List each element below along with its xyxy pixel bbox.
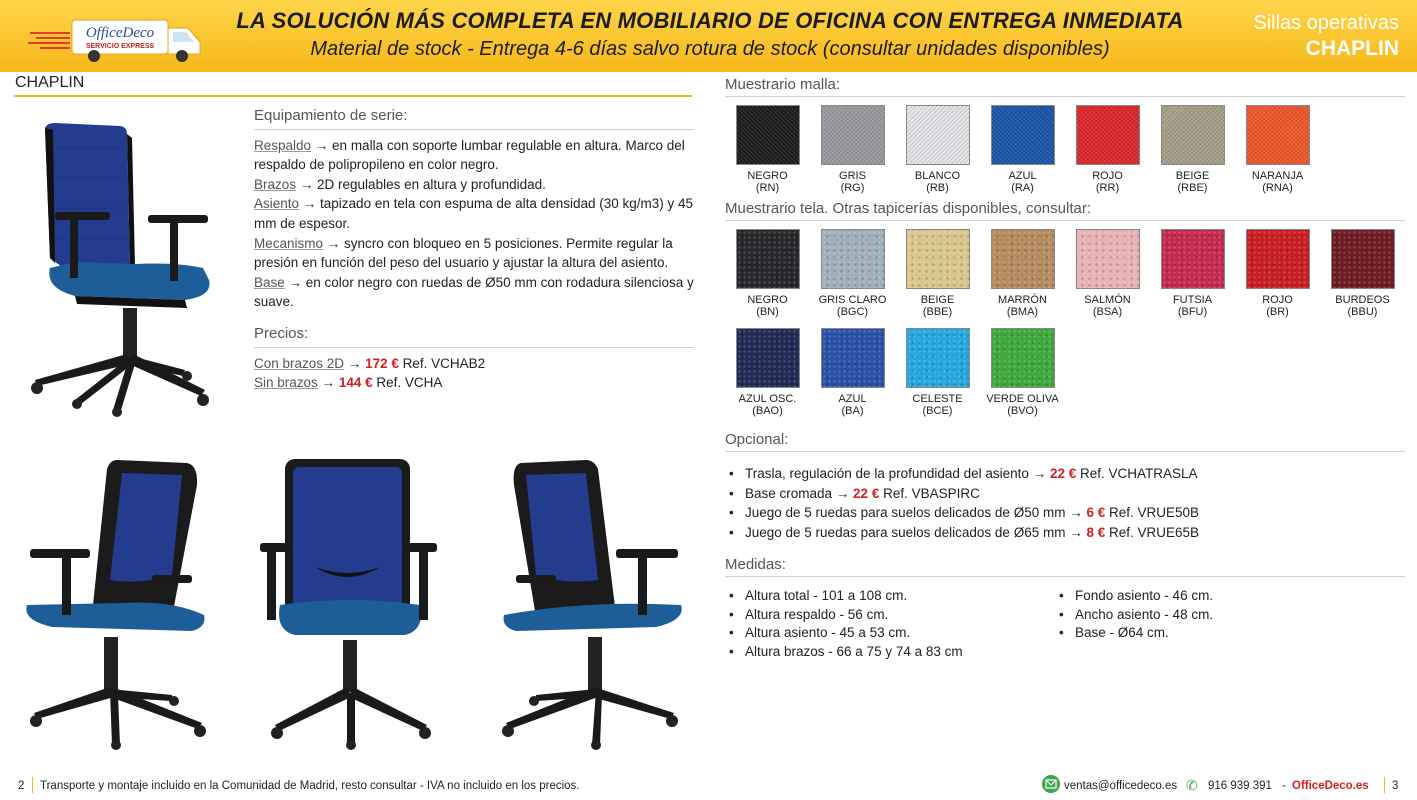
footer-divider	[32, 777, 33, 793]
optional-price: 8 €	[1086, 524, 1106, 540]
fabric-swatch-color	[906, 229, 970, 289]
page-number-left: 2	[18, 780, 25, 792]
fabric-swatch-color	[1161, 229, 1225, 289]
base-link[interactable]: Base	[254, 274, 285, 290]
optional-heading: Opcional:	[725, 431, 1405, 452]
swatch-name: BEIGE	[1175, 170, 1210, 182]
base-text: → en color negro con ruedas de Ø50 mm con rodadura silenciosa y suave.	[254, 274, 694, 310]
mesh-swatch[interactable]	[810, 105, 895, 194]
swatch-code: (RG)	[840, 182, 865, 194]
fabric-swatch-row-2	[725, 328, 1405, 417]
swatch-name: BEIGE	[920, 294, 955, 306]
fabric-swatch-color	[991, 328, 1055, 388]
fabric-swatch-color	[991, 229, 1055, 289]
mesh-swatch-color	[1161, 105, 1225, 165]
respaldo-text: → en malla con soporte lumbar regulable en altura. Marco del respaldo de polipropileno en color negro.	[254, 137, 685, 173]
swatch-name: ROJO	[1262, 294, 1293, 306]
swatch-name: SALMÓN	[1084, 294, 1131, 306]
swatch-code: (BCE)	[922, 405, 953, 417]
swatch-code: (BSA)	[1092, 306, 1123, 318]
swatch-name: CELESTE	[912, 393, 963, 405]
fabric-swatch[interactable]	[810, 328, 895, 417]
swatch-code: (BR)	[1266, 306, 1289, 318]
measure-item: • Altura brazos - 66 a 75 y 74 a 83 cm	[725, 643, 1055, 662]
footer-note: Transporte y montaje incluido en la Comunidad de Madrid, resto consultar - IVA no incluido en los precios.	[40, 780, 580, 792]
officedeco-logo[interactable]	[28, 10, 218, 66]
price-ref: Ref. VCHA	[372, 375, 443, 391]
optional-price: 6 €	[1086, 505, 1106, 521]
swatch-name: NEGRO	[747, 294, 788, 306]
mesh-swatch-color	[821, 105, 885, 165]
asiento-text: → tapizado en tela con espuma de alta densidad (30 kg/m3) y 45 mm de espesor.	[254, 196, 694, 231]
swatch-code: (RA)	[1011, 182, 1034, 194]
arrow: →	[317, 375, 339, 391]
swatch-code: (BN)	[756, 306, 779, 318]
mesh-swatch[interactable]	[725, 105, 810, 194]
price-with-arms-link[interactable]: Con brazos 2D	[254, 355, 345, 371]
swatch-code: (RR)	[1095, 182, 1120, 194]
swatch-name: AZUL OSC.	[738, 393, 797, 405]
swatch-code: (BFU)	[1177, 306, 1208, 318]
asiento-link[interactable]: Asiento	[254, 196, 300, 212]
swatch-name: GRIS CLARO	[818, 294, 887, 306]
model-title: CHAPLIN	[15, 74, 85, 91]
swatch-name: FUTSIA	[1172, 294, 1213, 306]
mesh-swatch[interactable]	[895, 105, 980, 194]
chair-front-image	[255, 455, 450, 750]
right-column	[725, 76, 1405, 661]
swatch-code: (RBE)	[1177, 182, 1208, 194]
mesh-heading: Muestrario malla:	[725, 76, 1405, 97]
fabric-swatch[interactable]	[810, 229, 895, 318]
optional-ref: Ref. VRUE50B	[1105, 505, 1200, 521]
swatch-code: (BA)	[841, 405, 864, 417]
swatch-code: (RB)	[926, 182, 949, 194]
mesh-swatch[interactable]	[980, 105, 1065, 194]
swatch-code: (BAO)	[752, 405, 783, 417]
chair-front-angle-image	[15, 118, 215, 418]
optional-ref: Ref. VCHATRASLA	[1076, 466, 1198, 481]
measures-block	[725, 587, 1405, 661]
price-without-arms-link[interactable]: Sin brazos	[254, 375, 318, 391]
mesh-swatch-color	[991, 105, 1055, 165]
category-label: Sillas operativas	[1253, 12, 1399, 34]
mesh-swatch[interactable]	[1235, 105, 1320, 194]
swatch-code: (BGC)	[836, 306, 869, 318]
swatch-code: (RNA)	[1262, 182, 1293, 194]
price-with-arms	[254, 354, 694, 374]
swatch-name: MARRÓN	[998, 294, 1047, 306]
price-without-arms	[254, 373, 694, 393]
section-divider	[14, 95, 692, 97]
mecanismo-link[interactable]: Mecanismo	[254, 235, 324, 251]
optional-price: 22 €	[1049, 466, 1077, 481]
mesh-swatch-color	[906, 105, 970, 165]
price-value: 144 €	[338, 375, 373, 391]
header-subtitle: Material de stock - Entrega 4-6 días salvo rotura de stock (consultar unidades disponibles)	[310, 38, 1110, 60]
equipment-section	[254, 106, 694, 393]
fabric-swatch[interactable]	[1065, 229, 1150, 318]
measures-col-1	[725, 587, 1055, 661]
optional-list	[725, 464, 1405, 542]
optional-item	[725, 484, 1405, 504]
optional-item	[725, 503, 1405, 523]
fabric-swatch-color	[1076, 229, 1140, 289]
swatch-name: AZUL	[838, 393, 867, 405]
optional-item	[725, 523, 1405, 543]
fabric-swatch[interactable]	[725, 229, 810, 318]
fabric-swatch[interactable]	[895, 328, 980, 417]
price-value: 172 €	[365, 355, 399, 371]
swatch-name: VERDE OLIVA	[986, 393, 1059, 405]
header-banner	[0, 0, 1417, 72]
arrow: →	[344, 355, 366, 371]
footer-divider	[1384, 777, 1385, 793]
delivery-truck-icon	[28, 10, 218, 66]
footer-email[interactable]: ventas@officedeco.es	[1064, 780, 1178, 792]
equipment-heading: Equipamiento de serie:	[254, 106, 694, 130]
mesh-swatch-color	[1076, 105, 1140, 165]
swatch-code: (BBE)	[922, 306, 953, 318]
brazos-link[interactable]: Brazos	[254, 176, 297, 192]
product-label: CHAPLIN	[1305, 37, 1399, 60]
measure-item: • Altura total - 101 a 108 cm.	[725, 587, 1055, 606]
measures-heading: Medidas:	[725, 556, 1405, 577]
optional-item	[725, 464, 1405, 484]
equip-item-asiento	[254, 194, 694, 233]
svg-text:SERVICIO EXPRESS: SERVICIO EXPRESS	[85, 43, 155, 50]
svg-text:OfficeDeco: OfficeDeco	[85, 25, 155, 41]
fabric-swatch-color	[821, 328, 885, 388]
page-number-right: 3	[1392, 780, 1399, 792]
fabric-swatch-color	[736, 328, 800, 388]
swatch-code: (BBU)	[1347, 306, 1378, 318]
header-title: LA SOLUCIÓN MÁS COMPLETA EN MOBILIARIO DE OFICINA CON ENTREGA INMEDIATA	[236, 8, 1184, 33]
email-icon	[1042, 775, 1060, 793]
swatch-code: (BVO)	[1007, 405, 1038, 417]
mesh-swatch[interactable]	[1150, 105, 1235, 194]
fabric-swatch[interactable]	[980, 328, 1065, 417]
header-category-block	[1253, 10, 1399, 62]
equip-item-respaldo	[254, 136, 694, 175]
mecanismo-text: → syncro con bloqueo en 5 posiciones. Permite regular la presión en función del peso del usuario y ajustar la altura del asiento.	[254, 235, 673, 271]
optional-text: Juego de 5 ruedas para suelos delicados de Ø65 mm →	[745, 524, 1087, 540]
swatch-code: (BMA)	[1006, 306, 1039, 318]
fabric-swatch[interactable]	[725, 328, 810, 417]
fabric-swatch[interactable]	[980, 229, 1065, 318]
equip-item-base	[254, 273, 694, 312]
measures-col-2	[1055, 587, 1213, 661]
chair-side-left-image	[22, 455, 222, 750]
equip-item-mecanismo	[254, 234, 694, 273]
fabric-swatch-color	[821, 229, 885, 289]
fabric-swatch[interactable]	[895, 229, 980, 318]
fabric-swatch-row-1	[725, 229, 1405, 318]
brazos-text: → 2D regulables en altura y profundidad.	[296, 176, 546, 192]
swatch-name: GRIS	[839, 170, 866, 182]
equip-item-brazos	[254, 175, 694, 195]
price-ref: Ref. VCHAB2	[398, 355, 486, 371]
swatch-code: (RN)	[755, 182, 780, 194]
fabric-swatch-color	[736, 229, 800, 289]
fabric-swatch-color	[1246, 229, 1310, 289]
swatch-name: NARANJA	[1251, 170, 1304, 182]
swatch-name: BURDEOS	[1335, 294, 1390, 306]
respaldo-link[interactable]: Respaldo	[254, 137, 312, 153]
mesh-swatch-color	[1246, 105, 1310, 165]
mesh-swatch-color	[736, 105, 800, 165]
swatch-name: BLANCO	[914, 170, 961, 182]
swatch-name: ROJO	[1092, 170, 1123, 182]
optional-price: 22 €	[853, 485, 880, 501]
swatch-name: AZUL	[1008, 170, 1037, 182]
fabric-swatch[interactable]	[1150, 229, 1235, 318]
fabric-heading: Muestrario tela. Otras tapicerías disponibles, consultar:	[725, 200, 1405, 221]
optional-ref: Ref. VBASPIRC	[879, 485, 980, 501]
mesh-swatch[interactable]	[1065, 105, 1150, 194]
measure-item: • Altura respaldo - 56 cm.	[725, 606, 1055, 625]
fabric-swatch[interactable]	[1320, 229, 1405, 318]
mesh-swatch-row	[725, 105, 1405, 194]
footer-brand[interactable]: OfficeDeco.es	[1292, 780, 1369, 792]
footer-separator: -	[1282, 780, 1286, 792]
optional-text: Juego de 5 ruedas para suelos delicados de Ø50 mm →	[745, 505, 1087, 521]
chair-side-right-image	[486, 455, 686, 750]
swatch-name: NEGRO	[747, 170, 788, 182]
measure-item: • Altura asiento - 45 a 53 cm.	[725, 624, 1055, 643]
phone-icon: ✆	[1186, 777, 1198, 793]
footer-phone[interactable]: 916 939 391	[1208, 780, 1272, 792]
optional-ref: Ref. VRUE65B	[1105, 524, 1200, 540]
measure-item: • Base - Ø64 cm.	[1055, 624, 1213, 643]
measure-item: • Ancho asiento - 48 cm.	[1055, 606, 1213, 625]
fabric-swatch-color	[1331, 229, 1395, 289]
measure-item: • Fondo asiento - 46 cm.	[1055, 587, 1213, 606]
prices-heading: Precios:	[254, 324, 694, 348]
footer	[0, 772, 1417, 800]
fabric-swatch[interactable]	[1235, 229, 1320, 318]
fabric-swatch-color	[906, 328, 970, 388]
optional-text: Base cromada →	[745, 485, 854, 501]
optional-text: Trasla, regulación de la profundidad del asiento →	[745, 466, 1050, 481]
